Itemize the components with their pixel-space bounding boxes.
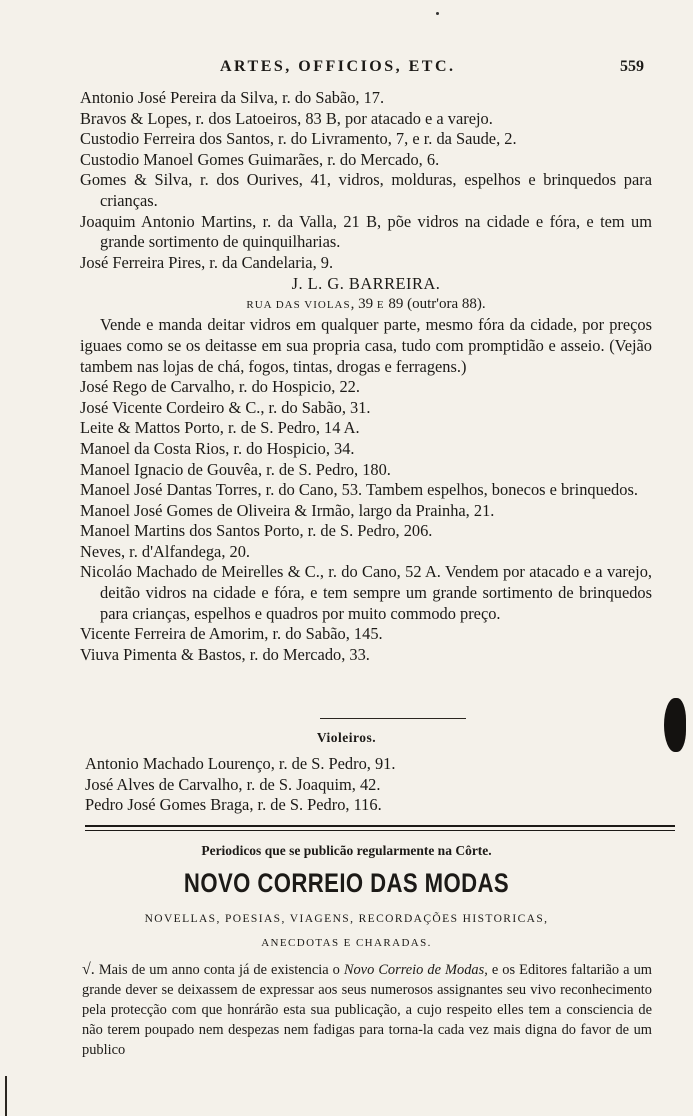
list-item: José Alves de Carvalho, r. de S. Joaquim, 42. bbox=[85, 774, 381, 794]
section-divider bbox=[320, 718, 466, 719]
list-item: Neves, r. d'Alfandega, 20. bbox=[80, 541, 250, 561]
list-item: Bravos & Lopes, r. dos Latoeiros, 83 B, por atacado e a varejo. bbox=[80, 108, 493, 128]
list-item: José Vicente Cordeiro & C., r. do Sabão, 31. bbox=[80, 397, 371, 417]
notice-paragraph bbox=[82, 960, 652, 1060]
notice-text-cont: , e os Editores faltarião a um grande dever se deixassem de expressar aos seus numerosos assignantes seu vivo reconhecimento pela protecção com que honrárão esta sua publicação, a cujo respeito elles tem a consciencia de não terem poupado nem despezas nem fadigas para torna-la cada vez mais digna do favor de um publico bbox=[82, 962, 652, 1058]
featured-firm-address bbox=[80, 294, 652, 315]
list-item: Viuva Pimenta & Bastos, r. do Mercado, 33. bbox=[80, 644, 370, 664]
list-item: Gomes & Silva, r. dos Ourives, 41, vidros, molduras, espelhos e brinquedos para crianças. bbox=[80, 170, 652, 210]
running-head bbox=[0, 58, 693, 82]
journal-subtitle-2: ANECDOTAS E CHARADAS. bbox=[261, 937, 432, 949]
violeiros-list bbox=[85, 754, 645, 816]
notice-journal-name: Novo Correio de Modas bbox=[343, 962, 485, 978]
list-item: Manoel José Gomes de Oliveira & Irmão, largo da Prainha, 21. bbox=[80, 500, 495, 520]
page-edge-line bbox=[5, 1076, 7, 1116]
list-item: José Rego de Carvalho, r. do Hospicio, 22. bbox=[80, 377, 360, 397]
list-item: Antonio Machado Lourenço, r. de S. Pedro, 91. bbox=[85, 754, 396, 773]
address-street: RUA DAS VIOLAS bbox=[246, 299, 351, 312]
address-numbers: , 39 bbox=[350, 296, 377, 313]
list-item: José Ferreira Pires, r. da Candelaria, 9. bbox=[80, 252, 334, 272]
list-item: Vicente Ferreira de Amorim, r. do Sabão, 145. bbox=[80, 624, 383, 644]
periodicos-heading: Periodicos que se publicão regularmente na Côrte. bbox=[201, 843, 492, 858]
journal-title: NOVO CORREIO DAS MODAS bbox=[183, 868, 510, 898]
list-item: Leite & Mattos Porto, r. de S. Pedro, 14 A. bbox=[80, 418, 360, 438]
featured-firm-description: Vende e manda deitar vidros em qualquer parte, mesmo fóra da cidade, por preços iguaes como se os deitasse em sua propria casa, tudo com promptidão e asseio. (Vejão tambem nas lojas de chá, fogos, tintas, drogas e ferragens.) bbox=[80, 315, 652, 376]
list-item: Manoel da Costa Rios, r. do Hospicio, 34. bbox=[80, 438, 355, 458]
journal-notice bbox=[82, 960, 652, 1060]
list-item: Manoel Ignacio de Gouvêa, r. de S. Pedro, 180. bbox=[80, 459, 391, 479]
section-title-violeiros: Violeiros. bbox=[316, 730, 377, 745]
list-item: Pedro José Gomes Braga, r. de S. Pedro, 116. bbox=[85, 795, 382, 815]
list-item: Custodio Manoel Gomes Guimarães, r. do Mercado, 6. bbox=[80, 149, 440, 169]
ink-speck bbox=[436, 12, 439, 15]
address-and: E bbox=[376, 299, 385, 312]
page-number: 559 bbox=[620, 58, 644, 75]
list-item: Nicoláo Machado de Meirelles & C., r. do Cano, 52 A. Vendem por atacado e a varejo, deitão vidros na cidade e fóra, e tem sempre um grande sortimento de brinquedos para crianças, espelhos e quadros por muito commodo preço. bbox=[80, 562, 652, 623]
directory-list-top bbox=[80, 88, 652, 665]
running-title: ARTES, OFFICIOS, ETC. bbox=[220, 58, 456, 75]
notice-text: Mais de um anno conta já de existencia o bbox=[94, 962, 344, 978]
double-rule-divider bbox=[85, 825, 675, 831]
list-item: Antonio José Pereira da Silva, r. do Sabão, 17. bbox=[80, 88, 385, 107]
list-item: Manoel Martins dos Santos Porto, r. de S. Pedro, 206. bbox=[80, 521, 433, 541]
address-tail: 89 (outr'ora 88). bbox=[384, 296, 486, 313]
featured-firm-name: J. L. G. BARREIRA. bbox=[291, 274, 441, 294]
handwritten-check-mark: √. bbox=[82, 961, 95, 978]
list-item: Custodio Ferreira dos Santos, r. do Livramento, 7, e r. da Saude, 2. bbox=[80, 129, 517, 149]
list-item: Joaquim Antonio Martins, r. da Valla, 21 B, põe vidros na cidade e fóra, e tem um grande sortimento de quinquilharias. bbox=[80, 211, 652, 252]
journal-subtitle: NOVELLAS, POESIAS, VIAGENS, RECORDAÇÕES HISTORICAS, bbox=[144, 913, 549, 925]
list-item: Manoel José Dantas Torres, r. do Cano, 53. Tambem espelhos, bonecos e brinquedos. bbox=[80, 480, 638, 500]
